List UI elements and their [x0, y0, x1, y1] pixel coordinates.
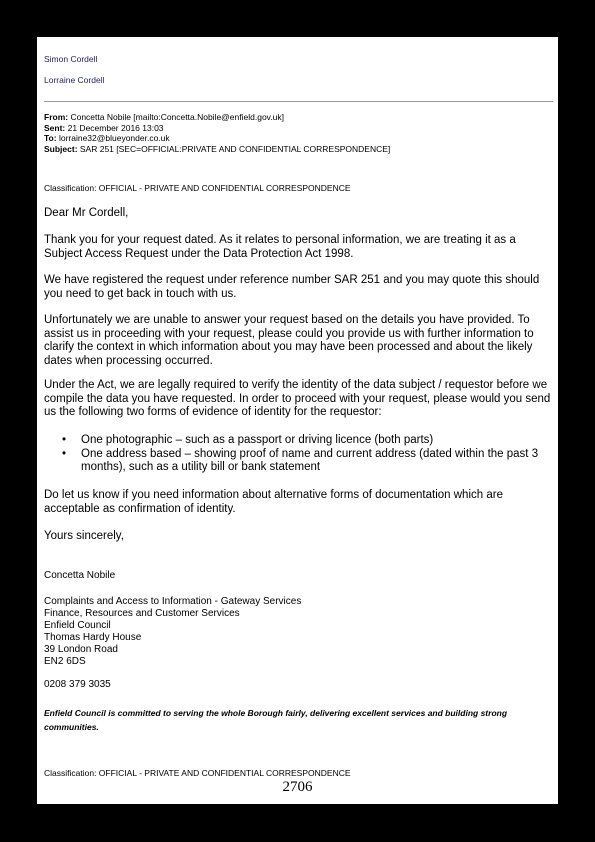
header-divider: [44, 101, 553, 102]
signature-block: [44, 596, 301, 668]
page-number: 2706: [282, 779, 313, 795]
sent-label: Sent:: [44, 122, 66, 133]
list-item-text: One address based – showing proof of name and current address (dated within the past 3 months), such as a utility bill or bank statement: [81, 447, 539, 473]
signature-line: Finance, Resources and Customer Services: [44, 608, 240, 619]
closing: Yours sincerely,: [44, 530, 124, 542]
signature-line: 39 London Road: [44, 644, 118, 655]
council-tagline: Enfield Council is committed to serving the whole Borough fairly, delivering excellent services and building strong communities.: [44, 708, 508, 732]
list-item: [44, 448, 556, 475]
subject-label: Subject:: [44, 143, 78, 154]
list-item-text: One photographic – such as a passport or driving licence (both parts): [81, 434, 434, 446]
subject-value: SAR 251 [SEC=OFFICIAL:PRIVATE AND CONFIDENTIAL CORRESPONDENCE]: [77, 143, 391, 154]
recipient-name-lorraine: Lorraine Cordell: [44, 75, 105, 85]
to-value: lorraine32@blueyonder.co.uk: [56, 133, 170, 143]
recipient-name-simon: Simon Cordell: [44, 54, 98, 64]
phone-number: 0208 379 3035: [44, 679, 111, 690]
salutation: Dear Mr Cordell,: [44, 207, 129, 219]
list-item: [44, 434, 556, 448]
bullet-icon: •: [62, 447, 67, 460]
classification-bottom: Classification: OFFICIAL - PRIVATE AND CONFIDENTIAL CORRESPONDENCE: [44, 768, 351, 778]
email-from: [44, 112, 390, 123]
email-sent: [44, 123, 390, 134]
paragraph-request-ack: Thank you for your request dated. As it relates to personal information, we are treating it as a Subject Access Request under the Data Protection Act 1998.: [44, 234, 516, 260]
from-value: Concetta Nobile [mailto:Concetta.Nobile@enfield.gov.uk]: [68, 112, 284, 122]
paragraph-alternatives: Do let us know if you need information about alternative forms of documentation which are acceptable as confirmation of identity.: [44, 489, 503, 515]
sent-value: 21 December 2016 13:03: [65, 122, 164, 133]
signatory-name: Concetta Nobile: [44, 570, 116, 581]
signature-line: Complaints and Access to Information - Gateway Services: [44, 596, 302, 607]
document-page: [37, 37, 558, 804]
identity-evidence-list: [44, 434, 556, 475]
email-subject: [44, 144, 390, 155]
bullet-icon: •: [62, 434, 67, 446]
paragraph-identity: Under the Act, we are legally required to verify the identity of the data subject / requestor before we compile the data you have requested. In order to proceed with your request, please would you send us the following two forms of evidence of identity for the requestor:: [44, 379, 551, 418]
signature-line: Enfield Council: [44, 620, 111, 631]
email-to: [44, 133, 390, 144]
to-label: To:: [44, 133, 57, 143]
paragraph-reference: We have registered the request under reference number SAR 251 and you may quote this should you need to get back in touch with us.: [44, 274, 540, 300]
signature-line: EN2 6DS: [44, 656, 86, 667]
from-label: From:: [44, 112, 69, 122]
signature-line: Thomas Hardy House: [44, 632, 142, 643]
classification-top: Classification: OFFICIAL - PRIVATE AND CONFIDENTIAL CORRESPONDENCE: [44, 183, 351, 193]
paragraph-more-info: Unfortunately we are unable to answer your request based on the details you have provided. To assist us in proceeding with your request, please could you provide us with further information to clarify the context in which information about you may have been processed and about the likely dates when processing occurred.: [44, 314, 534, 367]
email-header: [44, 112, 390, 154]
